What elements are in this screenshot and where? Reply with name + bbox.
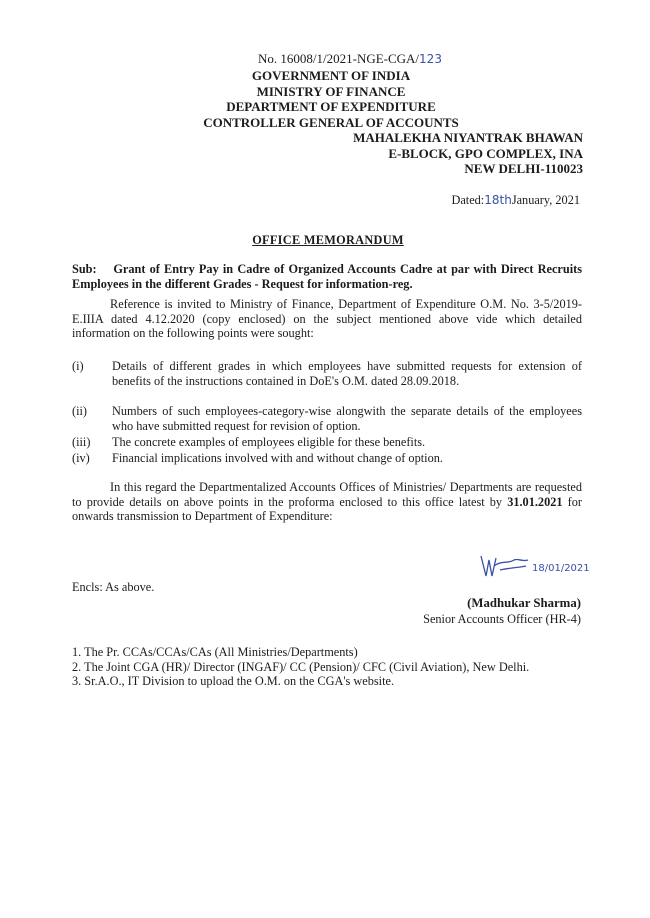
point-item	[72, 404, 582, 433]
distribution-item: 1. The Pr. CCAs/CCAs/CAs (All Ministries/Departments)	[72, 645, 358, 659]
dated-month-year: January, 2021	[511, 193, 580, 207]
file-number	[258, 52, 442, 67]
point-item	[72, 451, 582, 466]
letterhead-line: MINISTRY OF FINANCE	[256, 83, 406, 99]
point-item	[72, 359, 582, 388]
signature-date: 18/01/2021	[532, 563, 590, 574]
distribution-list	[72, 645, 582, 689]
file-number-text: No. 16008/1/2021-NGE-CGA/	[258, 51, 420, 66]
dated-label: Dated:	[451, 193, 485, 207]
date-line	[451, 193, 580, 208]
signature	[478, 552, 590, 582]
request-text: In this regard the Departmentalized Accounts Offices of Ministries/ Departments are requested to provide details on above points in the proforma enclosed to this office latest by	[72, 480, 582, 509]
enclosures: Encls: As above.	[72, 580, 155, 594]
signatory-name: (Madhukar Sharma)	[467, 596, 581, 610]
letterhead	[186, 68, 476, 130]
distribution-item: 3. Sr.A.O., IT Division to upload the O.M. on the CGA's website.	[72, 674, 395, 689]
subject-text: Grant of Entry Pay in Cadre of Organized Accounts Cadre at par with Direct Recruits Employees in the different Grades - Request for information-reg.	[72, 262, 582, 291]
point-text: Numbers of such employees-category-wise alongwith the separate details of the employees who have submitted request for revision of option.	[112, 404, 582, 433]
point-item	[72, 435, 582, 450]
address-line: E-BLOCK, GPO COMPLEX, INA	[388, 145, 583, 161]
point-text: The concrete examples of employees eligible for these benefits.	[112, 435, 426, 449]
point-label: (i)	[72, 359, 84, 373]
point-label: (ii)	[72, 404, 88, 418]
request-paragraph	[72, 480, 582, 524]
reference-paragraph: Reference is invited to Ministry of Finance, Department of Expenditure O.M. No. 3-5/2019-E.IIIA dated 4.12.2020 (copy enclosed) on the subject mentioned above vide which detailed information on the following points were sought:	[72, 297, 582, 341]
document-title: OFFICE MEMORANDUM	[252, 233, 404, 247]
handwritten-day: 18th	[484, 193, 512, 207]
deadline-date: 31.01.2021	[507, 494, 563, 509]
letterhead-line: DEPARTMENT OF EXPENDITURE	[226, 99, 436, 114]
request-text: for onwards transmission to Department of Expenditure:	[72, 494, 582, 524]
point-label: (iii)	[72, 435, 91, 449]
subject	[72, 262, 582, 291]
address	[353, 130, 583, 177]
signatory-designation: Senior Accounts Officer (HR-4)	[423, 612, 581, 626]
letterhead-line: CONTROLLER GENERAL OF ACCOUNTS	[203, 114, 459, 130]
signature-scribble-icon	[478, 552, 532, 578]
point-text: Financial implications involved with and without change of option.	[112, 451, 443, 465]
subject-label: Sub:	[72, 262, 97, 276]
distribution-item: 2. The Joint CGA (HR)/ Director (INGAF)/ CC (Pension)/ CFC (Civil Aviation), New Delhi.	[72, 659, 530, 674]
point-text: Details of different grades in which employees have submitted requests for extension of benefits of the instructions contained in DoE's O.M. dated 28.09.2018.	[112, 359, 582, 388]
point-label: (iv)	[72, 451, 90, 465]
handwritten-file-number: 123	[419, 52, 442, 66]
letterhead-line: GOVERNMENT OF INDIA	[251, 68, 411, 83]
address-line: MAHALEKHA NIYANTRAK BHAWAN	[353, 130, 583, 145]
address-line: NEW DELHI-110023	[464, 161, 583, 176]
